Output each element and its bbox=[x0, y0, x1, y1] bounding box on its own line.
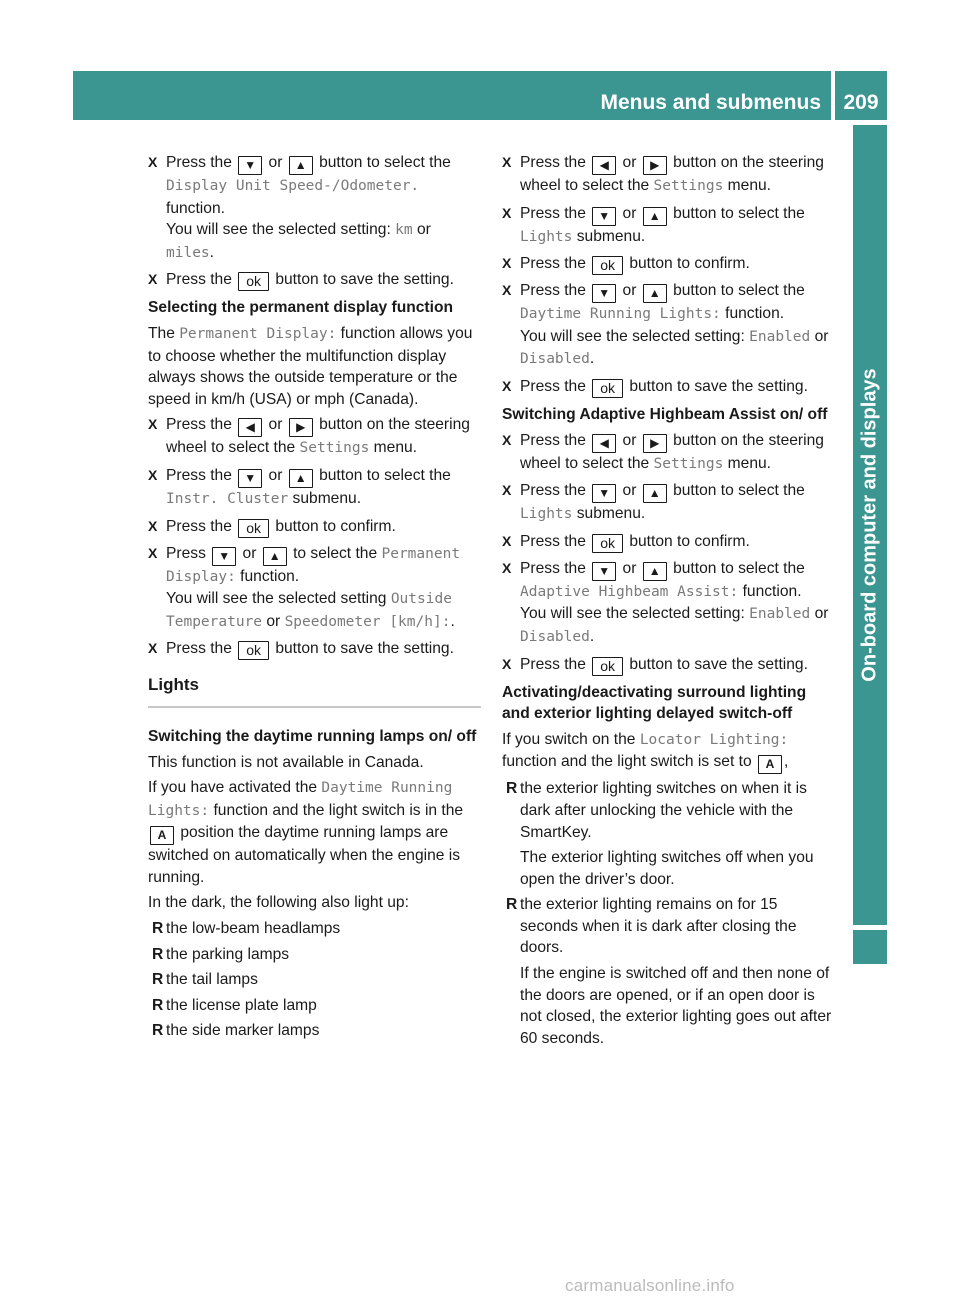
step: X Press the ◀ or ▶ button on the steering wheel to select the Settings menu. bbox=[148, 416, 470, 457]
step-marker-icon: X bbox=[502, 655, 512, 672]
up-button-icon: ▲ bbox=[289, 469, 313, 488]
page-title: Menus and submenus bbox=[600, 91, 821, 114]
step: X Press the ◀ or ▶ button on the steering wheel to select the Settings menu. bbox=[502, 431, 824, 472]
light-switch-icon: A bbox=[758, 755, 782, 774]
bullet-icon: R bbox=[152, 996, 164, 1014]
up-button-icon: ▲ bbox=[643, 484, 667, 503]
left-column bbox=[148, 152, 481, 1046]
bullet-icon: R bbox=[152, 920, 164, 938]
subheading: Switching the daytime running lamps on/ off bbox=[148, 727, 477, 745]
step: X Press the ▼ or ▲ button to select the Lights submenu. bbox=[502, 204, 805, 245]
left-button-icon: ◀ bbox=[592, 434, 616, 453]
paragraph: This function is not available in Canada. bbox=[148, 753, 424, 771]
light-switch-icon: A bbox=[150, 826, 174, 845]
bullet-icon: R bbox=[152, 945, 164, 963]
step: X Press the ok button to confirm. bbox=[502, 255, 750, 274]
list-item: R the exterior lighting remains on for 15 seconds when it is dark after closing the doors. If the engine is switched off and then none of the doors are opened, or if an open door is not closed, the exterior lighting goes out after 60 seconds. bbox=[506, 896, 832, 1047]
step-marker-icon: X bbox=[148, 544, 158, 561]
right-button-icon: ▶ bbox=[643, 156, 667, 175]
step-marker-icon: X bbox=[502, 482, 512, 499]
section-title: Lights bbox=[148, 674, 481, 708]
down-button-icon: ▼ bbox=[592, 484, 616, 503]
bullet-icon: R bbox=[152, 1022, 164, 1040]
step: X Press the ◀ or ▶ button on the steering wheel to select the Settings menu. bbox=[502, 154, 824, 194]
up-button-icon: ▲ bbox=[263, 547, 287, 566]
list-item: R the parking lamps bbox=[148, 944, 481, 966]
left-button-icon: ◀ bbox=[238, 418, 262, 437]
step-marker-icon: X bbox=[148, 640, 158, 657]
down-button-icon: ▼ bbox=[592, 284, 616, 303]
step-marker-icon: X bbox=[502, 255, 512, 272]
right-column bbox=[502, 152, 835, 1053]
right-button-icon: ▶ bbox=[643, 434, 667, 453]
ok-button-icon: ok bbox=[592, 379, 623, 398]
down-button-icon: ▼ bbox=[238, 469, 262, 488]
list-item: R the side marker lamps bbox=[148, 1020, 481, 1042]
subheading: Switching Adaptive Highbeam Assist on/ off bbox=[502, 405, 828, 423]
step-marker-icon: X bbox=[502, 154, 512, 170]
down-button-icon: ▼ bbox=[592, 562, 616, 581]
step: X Press the ok button to save the setting. bbox=[148, 640, 454, 659]
right-button-icon: ▶ bbox=[289, 418, 313, 437]
up-button-icon: ▲ bbox=[643, 284, 667, 303]
list-item: R the license plate lamp bbox=[148, 995, 481, 1017]
step: X Press the ▼ or ▲ button to select the Instr. Cluster submenu. bbox=[148, 466, 451, 507]
chapter-label: On-board computer and displays bbox=[858, 368, 881, 682]
step-marker-icon: X bbox=[148, 466, 158, 483]
down-button-icon: ▼ bbox=[238, 156, 262, 175]
list-item: R the tail lamps bbox=[148, 969, 481, 991]
step-marker-icon: X bbox=[502, 377, 512, 394]
page-number-box bbox=[835, 71, 887, 120]
paragraph: If you switch on the Locator Lighting: function and the light switch is set to A , bbox=[502, 729, 835, 775]
down-button-icon: ▼ bbox=[592, 207, 616, 226]
step: X Press the ▼ or ▲ button to select the Daytime Running Lights: function. You will see the selected setting: Enabled or Disabled. bbox=[502, 282, 829, 368]
bullet-icon: R bbox=[506, 780, 518, 798]
step-marker-icon: X bbox=[502, 532, 512, 549]
chapter-side-tab bbox=[853, 125, 887, 925]
step: X Press the ok button to confirm. bbox=[502, 532, 750, 551]
ok-button-icon: ok bbox=[592, 256, 623, 275]
list-item: R the exterior lighting switches on when it is dark after unlocking the vehicle with the SmartKey. The exterior lighting switches off when you open the driver’s door. bbox=[506, 780, 814, 888]
up-button-icon: ▲ bbox=[289, 156, 313, 175]
step-marker-icon: X bbox=[502, 559, 512, 576]
down-button-icon: ▼ bbox=[212, 547, 236, 566]
paragraph: In the dark, the following also light up: bbox=[148, 894, 409, 912]
page-number: 209 bbox=[843, 91, 879, 114]
left-button-icon: ◀ bbox=[592, 156, 616, 175]
step: X Press the ok button to save the setting. bbox=[502, 377, 808, 396]
chapter-marker bbox=[853, 930, 887, 964]
bullet-icon: R bbox=[152, 971, 164, 989]
step-marker-icon: X bbox=[148, 154, 158, 170]
up-button-icon: ▲ bbox=[643, 562, 667, 581]
ok-button-icon: ok bbox=[238, 641, 269, 660]
step-marker-icon: X bbox=[502, 204, 512, 221]
step: X Press the ▼ or ▲ button to select the Lights submenu. bbox=[502, 482, 805, 523]
step: X Press ▼ or ▲ to select the Permanent Display: function. You will see the selected setting Outside Temperature or Speedometer [km/h]:. bbox=[148, 544, 461, 630]
step-marker-icon: X bbox=[502, 431, 512, 448]
paragraph: The Permanent Display: function allows you to choose whether the multifunction display always shows the outside temperature or the speed in km/h (USA) or mph (Canada). bbox=[148, 324, 473, 408]
step-marker-icon: X bbox=[148, 416, 158, 433]
up-button-icon: ▲ bbox=[643, 207, 667, 226]
paragraph: If you have activated the Daytime Running Lights: function and the light switch is in the A position the daytime running lamps are switched on automatically when the engine is running. bbox=[148, 779, 464, 886]
step-marker-icon: X bbox=[148, 271, 158, 288]
ok-button-icon: ok bbox=[592, 534, 623, 553]
step: X Press the ▼ or ▲ button to select the Adaptive Highbeam Assist: function. You will see the selected setting: Enabled or Disabled. bbox=[502, 559, 829, 645]
header-bar bbox=[73, 71, 831, 120]
subheading: Selecting the permanent display function bbox=[148, 299, 453, 317]
step: X Press the ▼ or ▲ button to select the Display Unit Speed-/Odometer. function. You will see the selected setting: km or miles. bbox=[148, 154, 451, 261]
list-item: R the low-beam headlamps bbox=[148, 918, 481, 940]
step-marker-icon: X bbox=[502, 282, 512, 299]
ok-button-icon: ok bbox=[592, 657, 623, 676]
step: X Press the ok button to save the setting. bbox=[148, 271, 454, 290]
step: X Press the ok button to confirm. bbox=[148, 517, 396, 536]
step: X Press the ok button to save the setting. bbox=[502, 655, 808, 674]
step-marker-icon: X bbox=[148, 517, 158, 534]
watermark: carmanualsonline.info bbox=[565, 1276, 735, 1295]
subheading: Activating/deactivating surround lighting and exterior lighting delayed switch-off bbox=[502, 683, 807, 723]
ok-button-icon: ok bbox=[238, 519, 269, 538]
ok-button-icon: ok bbox=[238, 272, 269, 291]
bullet-icon: R bbox=[506, 896, 518, 914]
